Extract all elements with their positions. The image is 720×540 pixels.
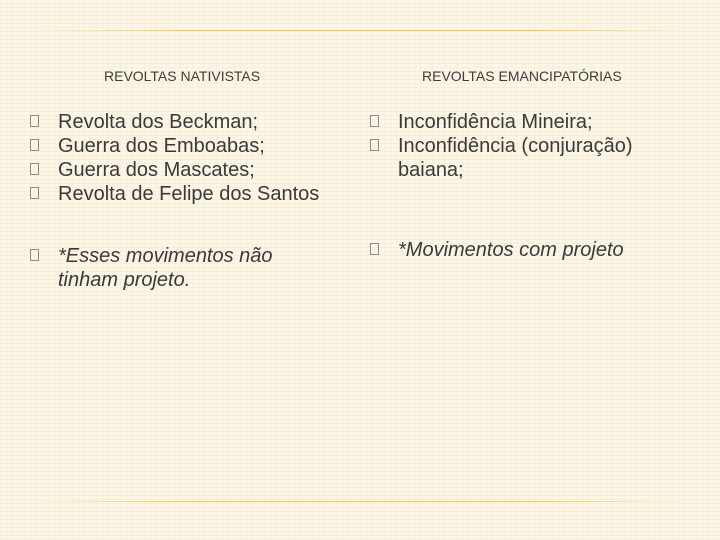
list-item-text: Inconfidência Mineira; (398, 111, 593, 133)
note-item (370, 238, 700, 262)
top-divider (28, 30, 692, 31)
square-bullet-icon (370, 243, 379, 255)
square-bullet-icon (30, 139, 39, 151)
square-bullet-icon (370, 115, 379, 127)
list-item-text: Revolta de Felipe dos Santos (58, 183, 320, 205)
heading-revoltas-emancipatorias: REVOLTAS EMANCIPATÓRIAS (422, 68, 622, 84)
list-item-text: Revolta dos Beckman; (58, 111, 259, 133)
list-item-text: Inconfidência (conjuração) baiana; (398, 135, 633, 181)
square-bullet-icon (370, 139, 379, 151)
note-item (30, 244, 330, 292)
list-item (370, 134, 700, 182)
list-item (30, 110, 330, 134)
note-text: *Movimentos com projeto (398, 239, 624, 261)
left-bullet-list (30, 110, 330, 292)
square-bullet-icon (30, 187, 39, 199)
list-item (30, 182, 330, 206)
note-text: *Esses movimentos não tinham projeto. (58, 245, 273, 291)
list-item (370, 110, 700, 134)
square-bullet-icon (30, 249, 39, 261)
square-bullet-icon (30, 163, 39, 175)
list-item (30, 134, 330, 158)
list-item-text: Guerra dos Mascates; (58, 159, 255, 181)
list-item (30, 158, 330, 182)
square-bullet-icon (30, 115, 39, 127)
right-bullet-list (370, 110, 700, 262)
heading-revoltas-nativistas: REVOLTAS NATIVISTAS (104, 68, 261, 84)
bottom-divider (28, 501, 692, 502)
list-item-text: Guerra dos Emboabas; (58, 135, 265, 157)
